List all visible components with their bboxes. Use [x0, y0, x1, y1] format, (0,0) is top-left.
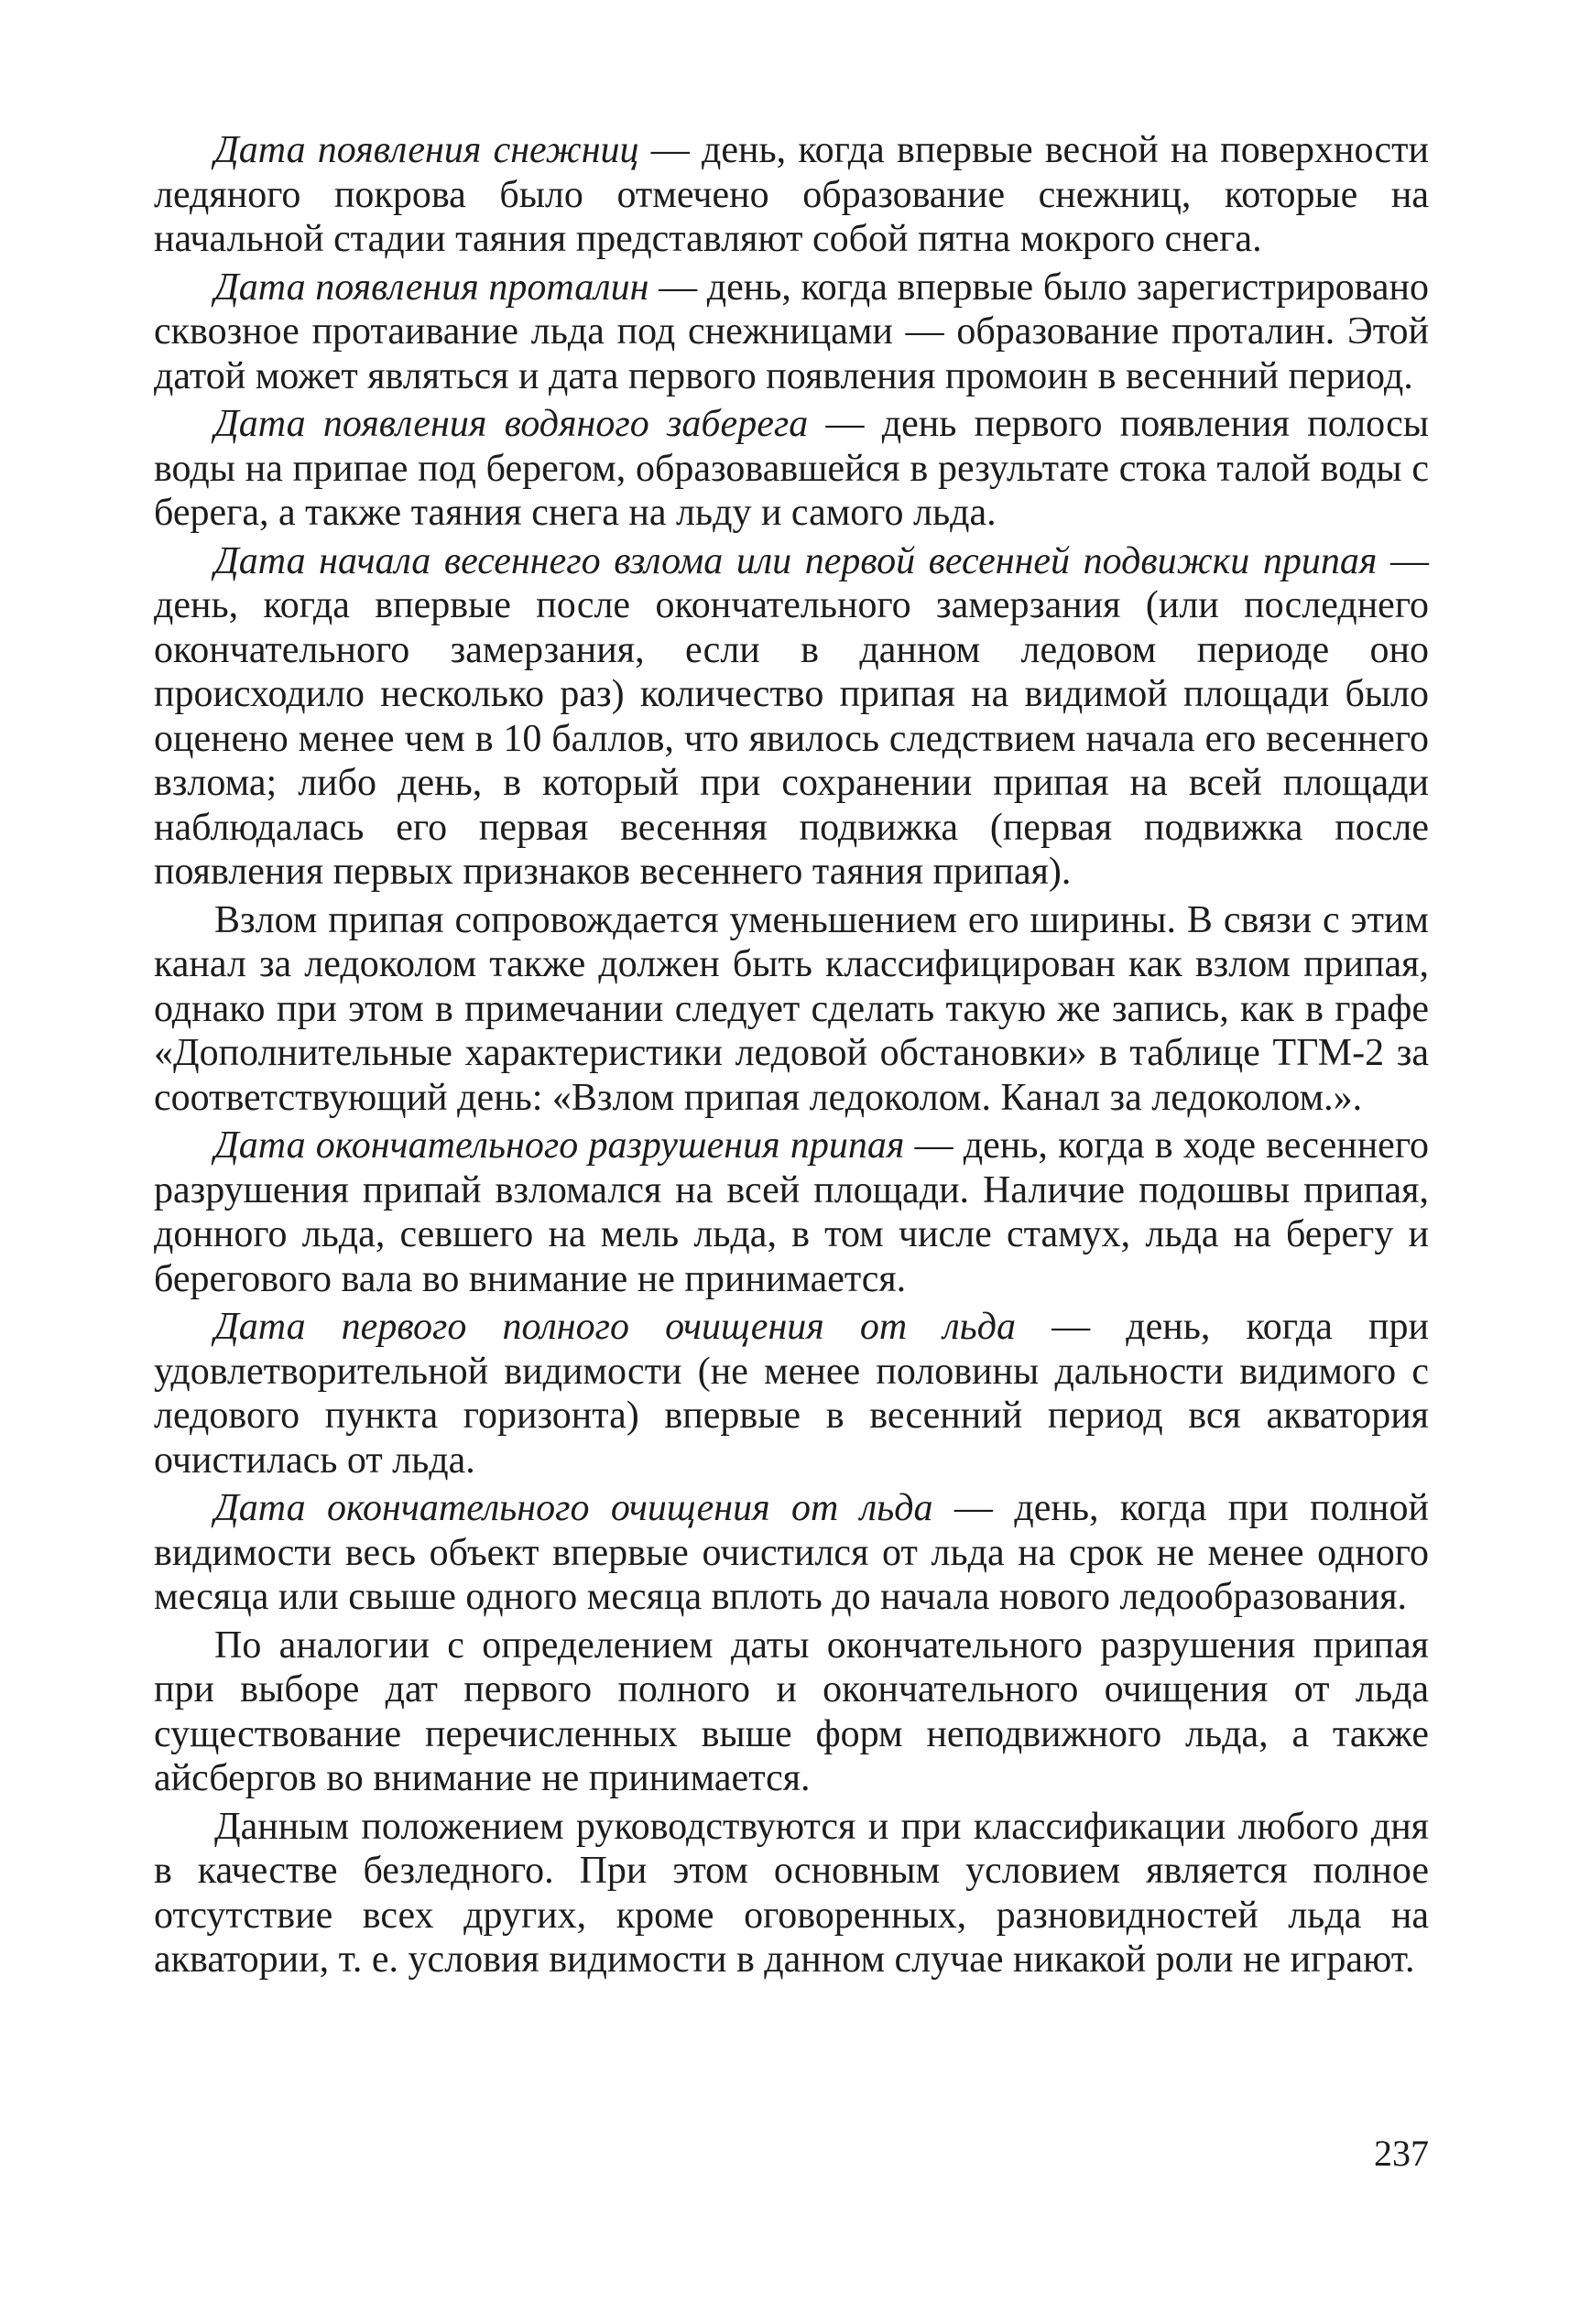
- text-analogy: По аналогии с определением даты окончательного разрушения припая при выборе дат первого полного и окончательного очищения от льда существование перечисленных выше форм неподвижного льда, а также айсбергов во внимание не принимается.: [154, 1624, 1429, 1799]
- definition-fast-ice-final-destruction: — день, когда в ходе весеннего разрушения припай взломался на всей площади. Наличие подошвы припая, донного льда, севшего на мель льда, в том числе стамух, льда на берегу и берегового вала во внимание не принимается.: [154, 1124, 1430, 1300]
- term-snow-patches: Дата появления снежниц: [214, 129, 639, 171]
- paragraph-fast-ice-final-destruction: [154, 1124, 1429, 1301]
- term-thaw-holes: Дата появления проталин: [214, 266, 649, 309]
- term-water-flaw: Дата появления водяного заберега: [214, 403, 809, 445]
- paragraph-analogy: [154, 1624, 1429, 1801]
- paragraph-final-clearing: [154, 1486, 1429, 1620]
- definition-snow-patches: — день, когда впервые весной на поверхности ледяного покрова было отмечено образование снежниц, которые на начальной стадии таяния представляют собой пятна мокрого снега.: [154, 129, 1430, 260]
- paragraph-thaw-holes: [154, 266, 1429, 399]
- paragraph-fast-ice-breakup-start: [154, 539, 1429, 895]
- paragraph-snow-patches: [154, 128, 1429, 262]
- page-number: 237: [1374, 2133, 1429, 2174]
- paragraph-first-clearing: [154, 1305, 1429, 1482]
- paragraph-ice-free-day: [154, 1805, 1429, 1982]
- paragraph-icebreaker-channel: [154, 898, 1429, 1121]
- page-body: [154, 128, 1429, 1982]
- definition-final-clearing: — день, когда при полной видимости весь объект впервые очистился от льда на срок не менее одного месяца или свыше одного месяца вплоть до начала нового ледообразования.: [154, 1487, 1430, 1618]
- term-first-clearing: Дата первого полного очищения от льда: [214, 1306, 1017, 1348]
- term-fast-ice-breakup-start: Дата начала весеннего взлома или первой весенней подвижки припая: [214, 539, 1378, 582]
- definition-first-clearing: — день, когда при удовлетворительной видимости (не менее половины дальности видимого с ледового пункта горизонта) впервые в весенний период вся акватория очистилась от льда.: [154, 1306, 1429, 1482]
- definition-thaw-holes: — день, когда впервые было зарегистрировано сквозное протаивание льда под снежницами — образование проталин. Этой датой может являться и дата первого появления промоин в весенний период.: [154, 266, 1429, 397]
- text-ice-free-day: Данным положением руководствуются и при классификации любого дня в качестве безледного. При этом основным условием является полное отсутствие всех других, кроме оговоренных, разновидностей льда на акватории, т. е. условия видимости в данном случае никакой роли не играют.: [154, 1805, 1429, 1981]
- text-icebreaker-channel: Взлом припая сопровождается уменьшением его ширины. В связи с этим канал за ледоколом также должен быть классифицирован как взлом припая, однако при этом в примечании следует сделать такую же запись, как в графе «Дополнительные характеристики ледовой обстановки» в таблице ТГМ-2 за соответствующий день: «Взлом припая ледоколом. Канал за ледоколом.».: [154, 898, 1429, 1119]
- term-fast-ice-final-destruction: Дата окончательного разрушения припая: [214, 1124, 905, 1167]
- term-final-clearing: Дата окончательного очищения от льда: [214, 1487, 933, 1529]
- definition-fast-ice-breakup-start: — день, когда впервые после окончательного замерзания (или последнего окончательного замерзания, если в данном ледовом периоде оно происходило несколько раз) количество припая на видимой площади было оценено менее чем в 10 баллов, что явилось следствием начала его весеннего взлома; либо день, в который при сохранении припая на всей площади наблюдалась его первая весенняя подвижка (первая подвижка после появления первых признаков весеннего таяния припая).: [154, 539, 1429, 893]
- definition-water-flaw: — день первого появления полосы воды на припае под берегом, образовавшейся в результате стока талой воды с берега, а также таяния снега на льду и самого льда.: [154, 403, 1429, 534]
- paragraph-water-flaw: [154, 402, 1429, 536]
